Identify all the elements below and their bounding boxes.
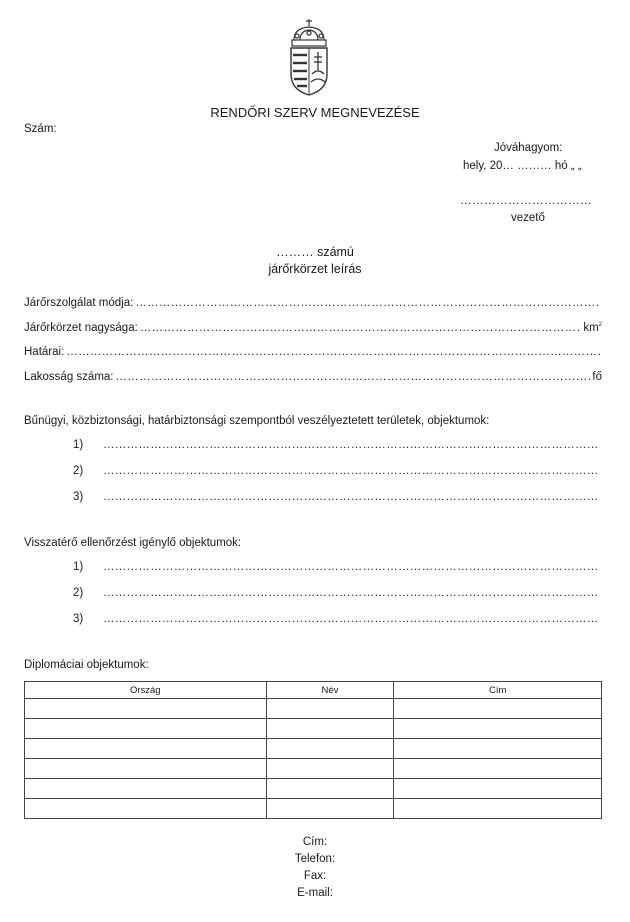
contact-fax-label: Fax:: [303, 870, 327, 882]
field-size: [24, 322, 602, 334]
field-borders: [24, 346, 602, 358]
list-item: 2) …………………………………………………………………………………………………………………………………………………………………: [73, 465, 598, 477]
field-population-label: Lakosság száma:: [24, 371, 114, 383]
list-item: 2) …………………………………………………………………………………………………………………………………………………………………: [73, 587, 598, 599]
document-title: járőrkörzet leírás: [268, 262, 362, 276]
list-item: 1) …………………………………………………………………………………………………………………………………………………………………: [73, 561, 598, 573]
section-recurring-heading: Visszatérő ellenőrzést igénylő objektumok:: [24, 537, 242, 549]
dotted-line: [66, 346, 600, 358]
field-size-label: Járőrkörzet nagysága:: [24, 322, 138, 334]
table-row: [25, 759, 602, 779]
dotted-line: [135, 297, 600, 309]
field-borders-label: Határai:: [24, 346, 65, 358]
unit-km2: $km^2$: [583, 322, 602, 334]
field-population: [24, 371, 602, 383]
contact-phone-label: Telefon:: [294, 853, 336, 865]
field-mode: [24, 297, 602, 309]
list-item: 3) …………………………………………………………………………………………………………………………………………………………………: [73, 491, 598, 503]
approval-label: Jóváhagyom:: [494, 142, 563, 154]
table-row: [25, 699, 602, 719]
column-header-address: Cím: [394, 682, 602, 699]
number-label: Szám:: [24, 123, 57, 135]
table-row: [25, 799, 602, 819]
column-header-country: Ország: [25, 682, 267, 699]
contact-address-label: Cím:: [302, 836, 328, 848]
table-row: [25, 779, 602, 799]
table-header-row: [25, 682, 602, 699]
approval-date-line: hely, 20… ……… hó „ „: [463, 160, 582, 172]
list-item: 3) …………………………………………………………………………………………………………………………………………………………………: [73, 613, 598, 625]
table-row: [25, 739, 602, 759]
approval-signature-line: ……………………………: [460, 195, 592, 207]
document-number-line: ……… számú: [276, 245, 354, 259]
list-item: 1) …………………………………………………………………………………………………………………………………………………………………: [73, 439, 598, 451]
field-mode-label: Járőrszolgálat módja:: [24, 297, 134, 309]
section-endangered-heading: Bűnügyi, közbiztonsági, határbiztonsági szempontból veszélyeztetett területek, objektumok:: [24, 415, 490, 427]
unit-persons: fő: [592, 371, 602, 383]
column-header-name: Név: [266, 682, 394, 699]
dotted-line: [140, 322, 582, 334]
diplomatic-table: [24, 681, 602, 819]
contact-email-label: E-mail:: [297, 887, 333, 899]
coat-of-arms-icon: [286, 18, 332, 96]
approval-role: vezető: [511, 212, 545, 224]
dotted-line: [116, 371, 591, 383]
section-diplomatic-heading: Diplomáciai objektumok:: [24, 659, 149, 671]
table-row: [25, 719, 602, 739]
organization-title: RENDŐRI SZERV MEGNEVEZÉSE: [210, 105, 420, 120]
